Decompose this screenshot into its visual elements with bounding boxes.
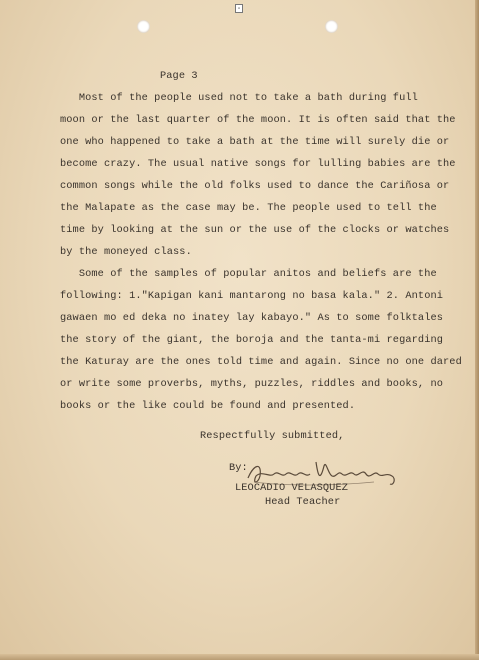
paragraph-1-line-6: the Malapate as the case may be. The people used to tell the xyxy=(60,202,437,214)
paragraph-2-line-5: the Katuray are the ones told time and again. Since no one dared xyxy=(60,356,462,368)
paragraph-1-line-1: Most of the people used not to take a bath during full xyxy=(60,92,418,104)
closing-line: Respectfully submitted, xyxy=(200,430,345,442)
page-number: Page 3 xyxy=(160,70,198,82)
paragraph-1-line-8: by the moneyed class. xyxy=(60,246,192,258)
paragraph-2-line-6: or write some proverbs, myths, puzzles, riddles and books, no xyxy=(60,378,444,390)
punch-hole-left xyxy=(137,20,150,33)
paragraph-1-line-5: common songs while the old folks used to dance the Cariñosa or xyxy=(60,180,450,192)
page-edge-bottom xyxy=(0,654,479,660)
paragraph-1-line-4: become crazy. The usual native songs for lulling babies are the xyxy=(60,158,456,170)
paragraph-2-line-1: Some of the samples of popular anitos and beliefs are the xyxy=(60,268,437,280)
punch-hole-right xyxy=(325,20,338,33)
paragraph-1-line-7: time by looking at the sun or the use of the clocks or watches xyxy=(60,224,450,236)
by-label: By: xyxy=(229,462,248,474)
paragraph-2-line-3: gawaen mo ed deka no inatey lay kabayo." As to some folktales xyxy=(60,312,444,324)
page-edge-right xyxy=(475,0,479,660)
paragraph-2-line-4: the story of the giant, the boroja and the tanta-mi regarding xyxy=(60,334,444,346)
paragraph-1-line-3: one who happened to take a bath at the time will surely die or xyxy=(60,136,450,148)
paragraph-1-line-2: moon or the last quarter of the moon. It is often said that the xyxy=(60,114,456,126)
signatory-title: Head Teacher xyxy=(265,496,341,508)
scanner-marker-icon: ▫ xyxy=(235,4,243,13)
signatory-name: LEOCADIO VELASQUEZ xyxy=(235,482,349,494)
paragraph-2-line-2: following: 1."Kapigan kani mantarong no basa kala." 2. Antoni xyxy=(60,290,444,302)
paragraph-2-line-7: books or the like could be found and presented. xyxy=(60,400,356,412)
